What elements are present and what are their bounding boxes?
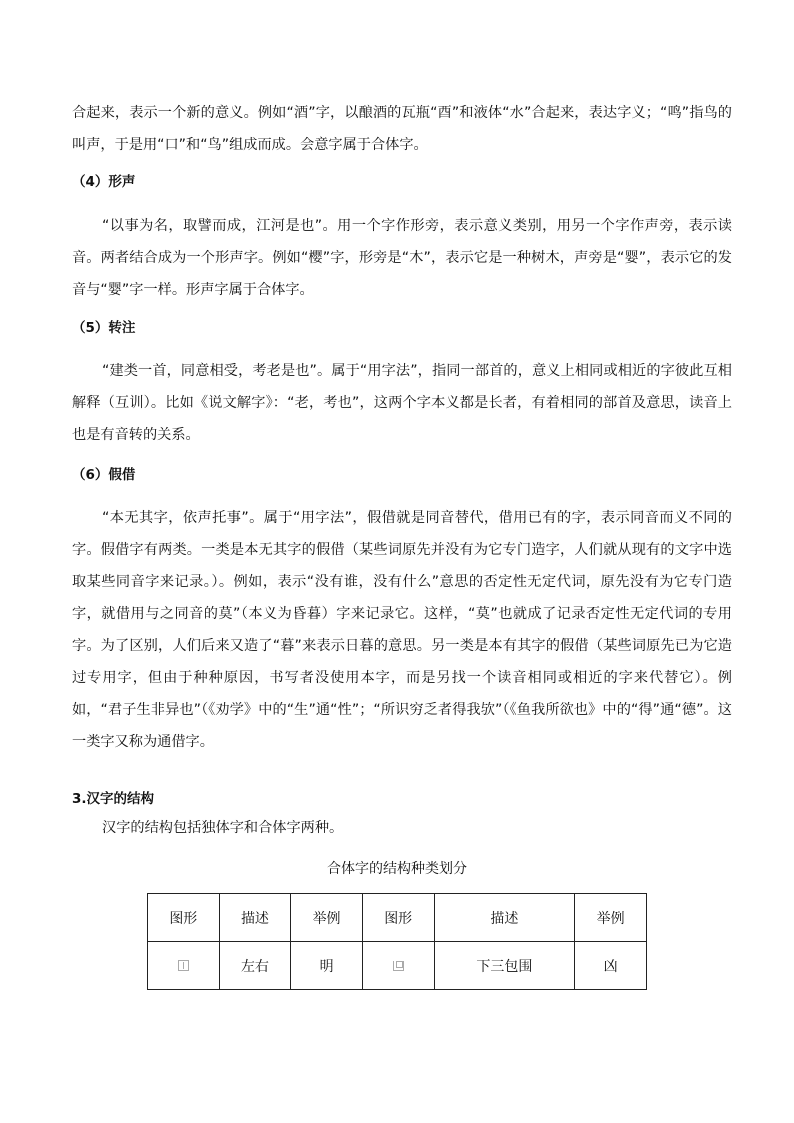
section-body-xingsheng: “以事为名，取譬而成，江河是也”。用一个字作形旁，表示意义类别，用另一个字作声旁，表示读音。两者结合成为一个形声字。例如“樱”字，形旁是“木”，表示它是一种树木，声旁是“婴”，表示它的发音与“婴”字一样。形声字属于合体字。 (72, 218, 732, 298)
header-example: 举例 (291, 894, 363, 942)
table-cell (362, 942, 434, 990)
table-cell: 下三包围 (434, 942, 575, 990)
header-shape: 图形 (362, 894, 434, 942)
table-header-row (148, 894, 647, 942)
intro-paragraph: 合起来，表示一个新的意义。例如“酒”字，以酿酒的瓦瓶“酉”和液体“水”合起来，表达字义；“鸣”指鸟的叫声，于是用“口”和“鸟”组成而成。会意字属于合体字。 (72, 105, 732, 153)
structure-text: 汉字的结构包括独体字和合体字两种。 (102, 820, 344, 836)
structure-table (147, 893, 647, 990)
header-shape: 图形 (148, 894, 220, 942)
table-cell: 左右 (219, 942, 291, 990)
header-description: 描述 (219, 894, 291, 942)
left-right-structure-icon (178, 960, 189, 971)
header-example: 举例 (575, 894, 647, 942)
structure-heading: 3.汉字的结构 (72, 791, 155, 807)
table-row (148, 942, 647, 990)
header-description: 描述 (434, 894, 575, 942)
section-heading-jiajie: （6）假借 (72, 467, 136, 483)
table-caption: 合体字的结构种类划分 (327, 861, 467, 877)
table-cell (148, 942, 220, 990)
section-heading-xingsheng: （4）形声 (72, 174, 136, 190)
table-cell: 凶 (575, 942, 647, 990)
lower-enclosure-structure-icon (393, 961, 404, 971)
section-body-zhuanzhu: “建类一首，同意相受，考老是也”。属于“用字法”，指同一部首的，意义上相同或相近的字彼此互相解释（互训）。比如《说文解字》：“老，考也”，这两个字本义都是长者，有着相同的部首及意思，读音上也是有音转的关系。 (72, 363, 732, 443)
section-heading-zhuanzhu: （5）转注 (72, 320, 136, 336)
section-body-jiajie: “本无其字，依声托事”。属于“用字法”，假借就是同音替代，借用已有的字，表示同音而义不同的字。假借字有两类。一类是本无其字的假借（某些词原先并没有为它专门造字，人们就从现有的文字中选取某些同音字来记录。）。例如，表示“没有谁，没有什么”意思的否定性无定代词，原先没有为它专门造字，就借用与之同音的莫”（本义为昏暮）字来记录它。这样，“莫”也就成了记录否定性无定代词的专用字。为了区别，人们后来又造了“暮”来表示日暮的意思。另一类是本有其字的假借（某些词原先已为它造过专用字，但由于种种原因，书写者没使用本字，而是另找一个读音相同或相近的字来代替它）。例如，“君子生非异也”（《劝学》中的“生”通“性”；“所识穷乏者得我欤”（《鱼我所欲也》中的“得”通“德”。这一类字又称为通借字。 (72, 510, 732, 750)
table-cell: 明 (291, 942, 363, 990)
